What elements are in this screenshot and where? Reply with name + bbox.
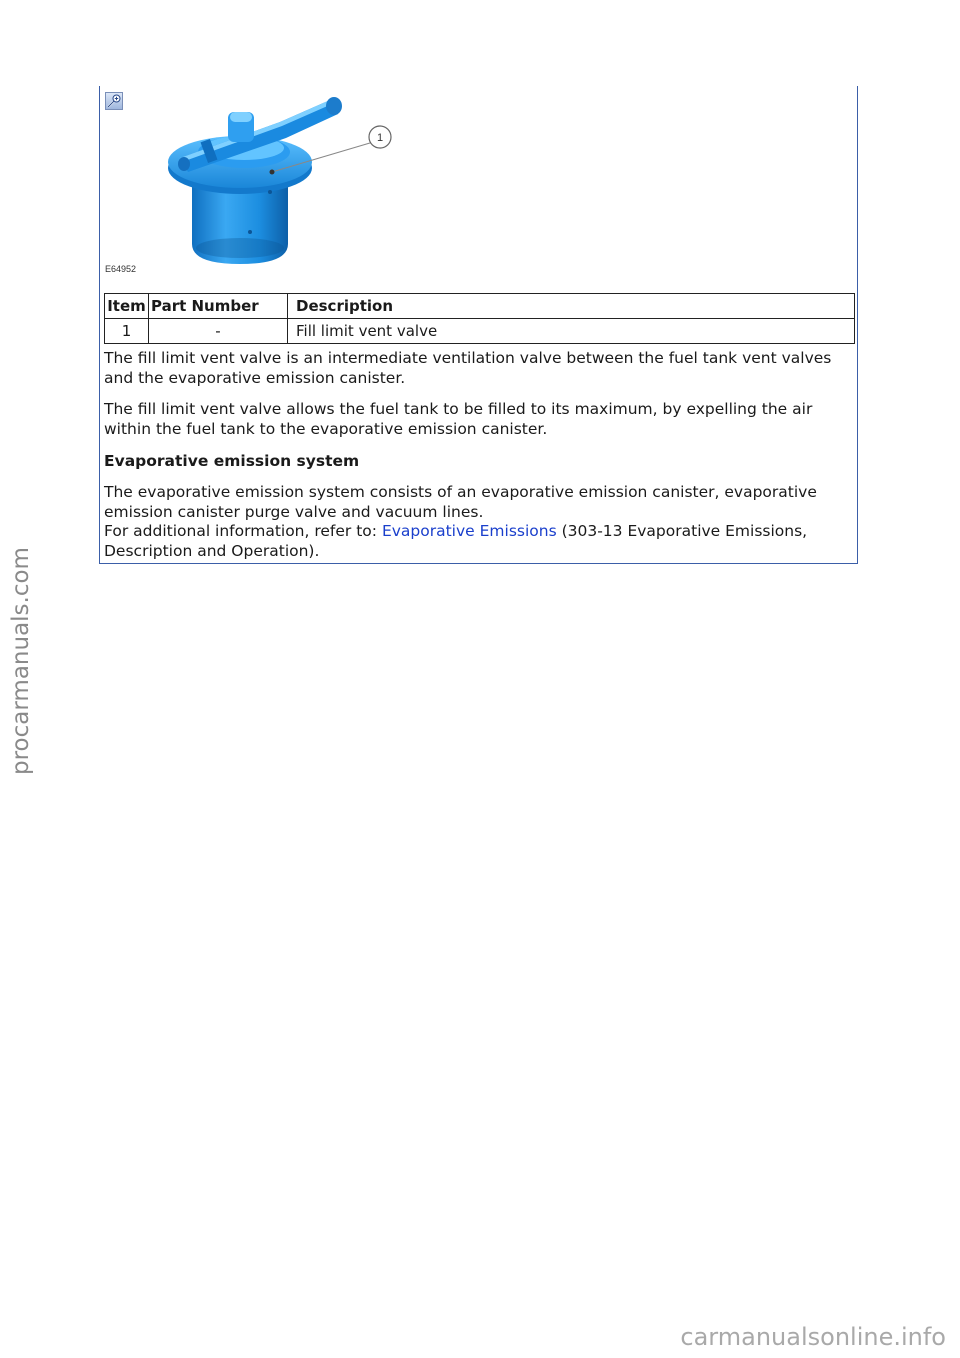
evap-system-text: The evaporative emission system consists of an evaporative emission canister, evaporative emission canister purge valve and vacuum lines. bbox=[104, 483, 817, 521]
evaporative-emissions-link[interactable]: Evaporative Emissions bbox=[381, 522, 557, 540]
header-item: Item bbox=[105, 294, 149, 319]
paragraph-intermediate-valve: The fill limit vent valve is an intermediate ventilation valve between the fuel tank vent valves and the evaporative emission canister. bbox=[104, 349, 832, 387]
header-part-number: Part Number bbox=[149, 294, 288, 319]
paragraph-fill-maximum: The fill limit vent valve allows the fuel tank to be filled to its maximum, by expelling the air within the fuel tank to the evaporative emission canister. bbox=[104, 400, 813, 438]
figure-id: E64952 bbox=[105, 264, 137, 274]
fill-limit-vent-valve-illustration bbox=[160, 92, 440, 270]
cell-description: Fill limit vent valve bbox=[288, 319, 855, 344]
table-header-row bbox=[105, 294, 855, 319]
refer-suffix: (303-13 Evaporative Emissions, Description and Operation). bbox=[104, 522, 808, 560]
parts-table bbox=[104, 293, 855, 344]
content-frame bbox=[99, 86, 858, 564]
cell-item: 1 bbox=[105, 319, 149, 344]
bottom-watermark: carmanualsonline.info bbox=[680, 1323, 946, 1351]
refer-prefix: For additional information, refer to: bbox=[104, 522, 382, 540]
side-watermark: procarmanuals.com bbox=[8, 547, 34, 775]
callout-number: 1 bbox=[376, 132, 384, 144]
zoom-in-icon[interactable] bbox=[105, 92, 123, 110]
paragraph-evap-system bbox=[104, 483, 854, 561]
header-description: Description bbox=[288, 294, 855, 319]
section-heading: Evaporative emission system bbox=[104, 452, 360, 470]
cell-part-number: - bbox=[149, 319, 288, 344]
table-row bbox=[105, 319, 855, 344]
